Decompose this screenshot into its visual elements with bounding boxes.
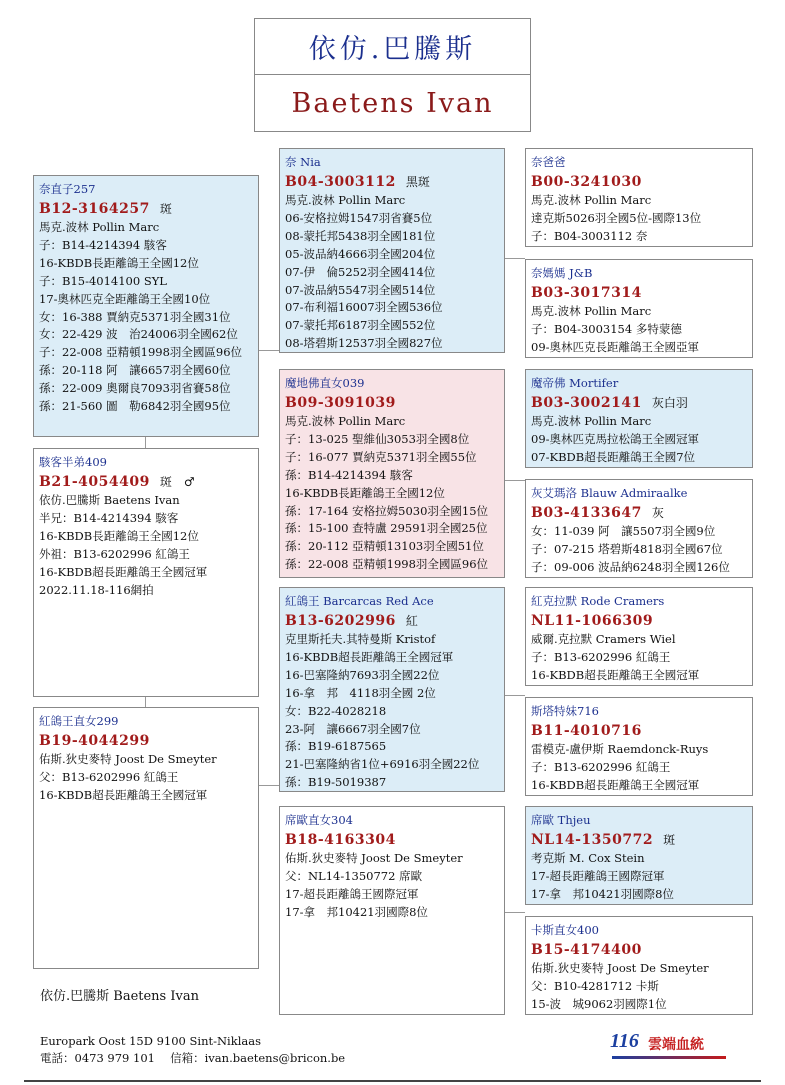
detail-line: 09-奧林匹克馬拉松鴿王全國冠軍 — [531, 431, 700, 446]
detail-line: 子：B15-4014100 SYL — [39, 273, 167, 288]
ring-number: B13-6202996 — [285, 613, 396, 629]
ring-number: B04-3003112 — [285, 174, 396, 190]
ring-number: B18-4163304 — [285, 832, 396, 848]
detail-line: 孫：20-118 阿 讓6657羽全國60位 — [39, 363, 231, 378]
detail-line: 08-蒙托邦5438羽全國181位 — [285, 228, 436, 243]
pigeon-name: 奈媽媽 J&B — [531, 266, 593, 280]
pedigree-box-ddd — [525, 916, 753, 1015]
detail-line: 07-波品納5547羽全國514位 — [285, 282, 436, 297]
footer-address: Europark Oost 15D 9100 Sint-Niklaas — [40, 1034, 261, 1048]
connector-line — [145, 437, 146, 448]
detail-line: 15-波 城9062羽國際1位 — [531, 996, 667, 1011]
detail-line: 16-拿 邦 4118羽全國 2位 — [285, 685, 436, 700]
pigeon-name: 駭客半弟409 — [39, 455, 107, 469]
detail-line: 馬克.波林 Pollin Marc — [285, 193, 406, 207]
site-logo — [610, 1030, 730, 1060]
detail-line: 子：B14-4214394 駭客 — [39, 237, 167, 252]
ring-number: B12-3164257 — [39, 201, 150, 217]
ring-number: B09-3091039 — [285, 395, 396, 411]
detail-line: 16-巴塞隆納7693羽全國22位 — [285, 667, 440, 682]
pedigree-box-sire-dam — [279, 369, 505, 578]
ring-number: B15-4174400 — [531, 942, 642, 958]
detail-line: 依仿.巴騰斯 Baetens Ivan — [39, 493, 180, 507]
pedigree-box-ssd — [525, 259, 753, 358]
ring-number: B00-3241030 — [531, 174, 642, 190]
detail-line: 17-奧林匹克全距離鴿王全國10位 — [39, 291, 211, 306]
detail-line: 孫：B19-5019387 — [285, 775, 387, 790]
pedigree-box-dam — [33, 707, 259, 969]
logo-number: 116 — [610, 1030, 639, 1052]
detail-line: 孫：B19-6187565 — [285, 739, 387, 754]
detail-line: 子：B13-6202996 紅鴿王 — [531, 759, 671, 774]
connector-line — [505, 695, 525, 696]
pedigree-box-dss — [525, 587, 753, 686]
detail-line: 女：B22-4028218 — [285, 703, 387, 718]
detail-line: 05-波品納4666羽全國204位 — [285, 246, 436, 261]
pigeon-color: 黑斑 — [405, 175, 430, 189]
detail-line: 子：13-025 聖維仙3053羽全國8位 — [285, 431, 470, 446]
detail-line: 佑斯.狄史麥特 Joost De Smeyter — [285, 851, 463, 865]
pedigree-box-sds — [525, 369, 753, 468]
connector-line — [505, 480, 525, 481]
detail-line: 父：B13-6202996 紅鴿王 — [39, 769, 179, 784]
detail-line: 孫：17-164 安格拉姆5030羽全國15位 — [285, 503, 489, 518]
detail-line: 子：07-215 塔碧斯4818羽全國67位 — [531, 541, 723, 556]
pigeon-name: 紅克拉默 Rode Cramers — [531, 594, 665, 608]
owner-signature-name: 依仿.巴騰斯 Baetens Ivan — [40, 989, 199, 1004]
connector-line — [505, 258, 525, 259]
logo-underline — [612, 1056, 726, 1059]
pigeon-name: 魔地佛直女039 — [285, 376, 365, 390]
footer-phone-email: 電話：0473 979 101 信箱：ivan.baetens@bricon.be — [40, 1051, 346, 1065]
detail-line: 07-KBDB超長距離鴿王全國7位 — [531, 449, 696, 464]
pigeon-name: 紅鴿王 Barcarcas Red Ace — [285, 594, 434, 608]
detail-line: 子：22-008 亞精頓1998羽全國區96位 — [39, 345, 243, 360]
detail-line: 16-KBDB超長距離鴿王全國冠軍 — [531, 667, 700, 682]
owner-name-english: Baetens Ivan — [291, 87, 494, 119]
detail-line: 孫：21-560 圖 勒6842羽全國95位 — [39, 399, 231, 414]
detail-line: 女：22-429 波 治24006羽全國62位 — [39, 327, 238, 342]
detail-line: 女：16-388 賈納克5371羽全國31位 — [39, 309, 231, 324]
detail-line: 達克斯5026羽全國5位-國際13位 — [531, 210, 702, 225]
detail-line: 雷模克-盧伊斯 Raemdonck-Ruys — [531, 742, 709, 756]
pedigree-box-sire — [33, 175, 259, 437]
title-box — [254, 18, 531, 132]
pedigree-box-dam-dam — [279, 806, 505, 1015]
detail-line: 子：B04-3003154 多特蒙德 — [531, 321, 682, 336]
pigeon-name: 席歐直女304 — [285, 813, 353, 827]
pigeon-name: 奈爸爸 — [531, 155, 566, 169]
ring-number: B03-4133647 — [531, 505, 642, 521]
detail-line: 馬克.波林 Pollin Marc — [285, 414, 406, 428]
detail-line: 09-奧林匹克長距離鴿王全國亞軍 — [531, 339, 700, 354]
pedigree-box-sdd — [525, 479, 753, 578]
detail-line: 子：B13-6202996 紅鴿王 — [531, 649, 671, 664]
pigeon-name: 斯塔特妹716 — [531, 704, 599, 718]
connector-line — [259, 350, 279, 351]
ring-number: NL14-1350772 — [531, 832, 654, 848]
detail-line: 子：09-006 波品納6248羽全國126位 — [531, 559, 730, 574]
detail-line: 06-安格拉姆1547羽省賽5位 — [285, 210, 433, 225]
detail-line: 16-KBDB超長距離鴿王全國冠軍 — [39, 564, 208, 579]
ring-number: B19-4044299 — [39, 733, 150, 749]
pigeon-color: 灰 — [651, 506, 664, 520]
ring-number: B03-3017314 — [531, 285, 642, 301]
pedigree-box-dam-sire — [279, 587, 505, 792]
detail-line: 佑斯.狄史麥特 Joost De Smeyter — [531, 961, 709, 975]
detail-line: 孫：20-112 亞精頓13103羽全國51位 — [285, 539, 484, 554]
pigeon-color: 紅 — [405, 614, 418, 628]
pigeon-color: 灰白羽 — [651, 396, 688, 410]
detail-line: 17-拿 邦10421羽國際8位 — [285, 904, 428, 919]
ring-number: B11-4010716 — [531, 723, 642, 739]
detail-line: 馬克.波林 Pollin Marc — [39, 220, 160, 234]
owner-name-chinese: 依仿.巴騰斯 — [255, 19, 530, 75]
detail-line: 17-超長距離鴿王國際冠軍 — [285, 886, 419, 901]
detail-line: 16-KBDB長距離鴿王全國12位 — [39, 255, 199, 270]
detail-line: 07-伊 倫5252羽全國414位 — [285, 264, 436, 279]
detail-line: 16-KBDB長距離鴿王全國12位 — [285, 485, 445, 500]
detail-line: 馬克.波林 Pollin Marc — [531, 193, 652, 207]
detail-line: 克里斯托夫.其特曼斯 Kristof — [285, 632, 436, 646]
ring-number: B03-3002141 — [531, 395, 642, 411]
pigeon-color: 斑 — [663, 833, 676, 847]
detail-line: 孫：22-008 亞精頓1998羽全國區96位 — [285, 557, 489, 572]
footer-contact — [40, 1033, 345, 1067]
pedigree-box-dds — [525, 806, 753, 905]
pedigree-box-sire-sire — [279, 148, 505, 353]
logo-text: 雲端血統 — [648, 1037, 704, 1053]
detail-line: 17-超長距離鴿王國際冠軍 — [531, 868, 665, 883]
connector-line — [259, 785, 279, 786]
bottom-divider — [24, 1080, 761, 1082]
detail-line: 子：16-077 賈納克5371羽全國55位 — [285, 449, 477, 464]
detail-line: 2022.11.18-116網拍 — [39, 582, 154, 597]
pigeon-name: 灰艾瑪洛 Blauw Admiraalke — [531, 486, 688, 500]
detail-line: 孫：15-100 查特盧 29591羽全國25位 — [285, 521, 488, 536]
pigeon-name: 紅鴿王直女299 — [39, 714, 119, 728]
detail-line: 21-巴塞隆納省1位+6916羽全國22位 — [285, 757, 480, 772]
detail-line: 孫：B14-4214394 駭客 — [285, 467, 413, 482]
pigeon-name: 卡斯直女400 — [531, 923, 599, 937]
detail-line: 17-拿 邦10421羽國際8位 — [531, 886, 674, 901]
pedigree-box-subject — [33, 448, 259, 697]
detail-line: 08-塔碧斯12537羽全國827位 — [285, 336, 443, 351]
pigeon-name: 席歐 Thjeu — [531, 813, 591, 827]
pigeon-name: 奈直子257 — [39, 182, 96, 196]
detail-line: 威爾.克拉默 Cramers Wiel — [531, 632, 676, 646]
pigeon-color: 斑 ♂ — [159, 475, 195, 489]
detail-line: 16-KBDB長距離鴿王全國12位 — [39, 528, 199, 543]
detail-line: 父：NL14-1350772 席歐 — [285, 868, 423, 883]
detail-line: 23-阿 讓6667羽全國7位 — [285, 721, 421, 736]
ring-number: NL11-1066309 — [531, 613, 654, 629]
detail-line: 女：11-039 阿 讓5507羽全國9位 — [531, 524, 716, 538]
detail-line: 16-KBDB超長距離鴿王全國冠軍 — [531, 777, 700, 792]
detail-line: 外祖：B13-6202996 紅鴿王 — [39, 546, 190, 561]
pigeon-name: 奈 Nia — [285, 155, 321, 169]
pedigree-box-sss — [525, 148, 753, 247]
pigeon-name: 魔帝佛 Mortifer — [531, 376, 619, 390]
detail-line: 孫：22-009 奧爾良7093羽省賽58位 — [39, 381, 231, 396]
detail-line: 16-KBDB超長距離鴿王全國冠軍 — [285, 649, 454, 664]
connector-line — [505, 912, 525, 913]
detail-line: 半兄：B14-4214394 駭客 — [39, 510, 179, 525]
detail-line: 子：B04-3003112 奈 — [531, 228, 648, 243]
pigeon-color: 斑 — [159, 202, 172, 216]
detail-line: 16-KBDB超長距離鴿王全國冠軍 — [39, 787, 208, 802]
detail-line: 馬克.波林 Pollin Marc — [531, 414, 652, 428]
ring-number: B21-4054409 — [39, 474, 150, 490]
detail-line: 考克斯 M. Cox Stein — [531, 851, 645, 865]
detail-line: 07-布利福16007羽全國536位 — [285, 300, 443, 315]
detail-line: 佑斯.狄史麥特 Joost De Smeyter — [39, 752, 217, 766]
pedigree-box-dsd — [525, 697, 753, 796]
connector-line — [145, 697, 146, 707]
detail-line: 馬克.波林 Pollin Marc — [531, 304, 652, 318]
detail-line: 07-蒙托邦6187羽全國552位 — [285, 318, 436, 333]
detail-line: 父：B10-4281712 卡斯 — [531, 978, 659, 993]
